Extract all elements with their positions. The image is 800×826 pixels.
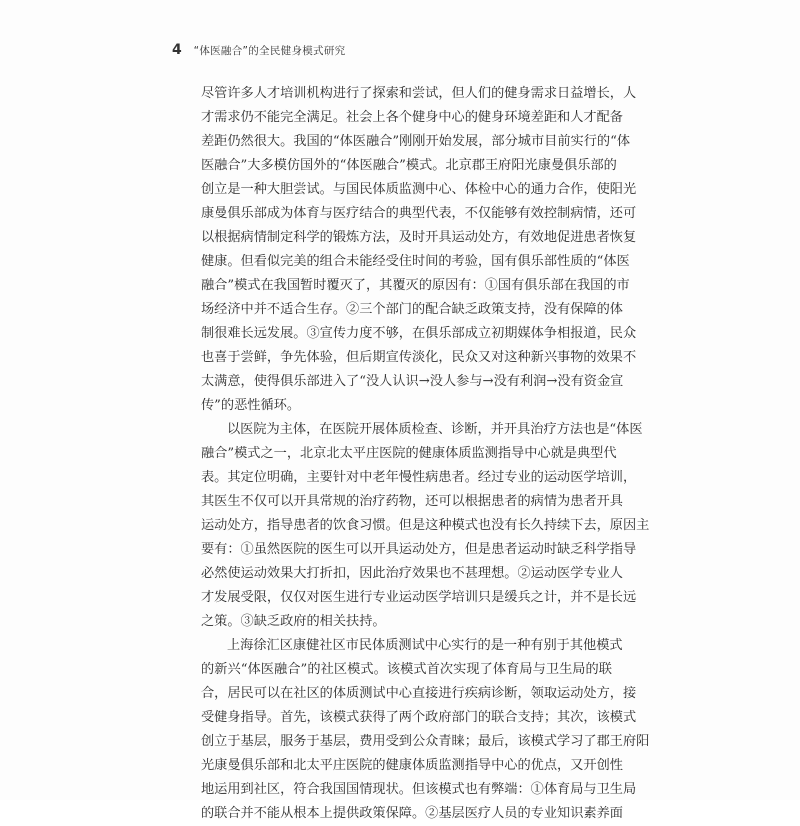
text-line: 受健身指导。首先，该模式获得了两个政府部门的联合支持；其次，该模式 [201,710,637,725]
text-line: 必然使运动效果大打折扣，因此治疗效果也不甚理想。②运动医学专业人 [201,566,623,581]
text-line: 健康。但看似完美的组合未能经受住时间的考验，国有俱乐部性质的“体医 [201,254,630,269]
text-line: 太满意，使得俱乐部进入了“没人认识→没人参与→没有利润→没有资金宣 [201,374,624,389]
text-line: 才发展受限，仅仅对医生进行专业运动医学培训只是缓兵之计，并不是长远 [201,590,637,605]
text-line: 地运用到社区，符合我国国情现状。但该模式也有弊端：①体育局与卫生局 [201,782,637,797]
body-text [201,82,650,826]
text-line: 之策。③缺乏政府的相关扶持。 [201,614,386,629]
text-line: 其医生不仅可以开具常规的治疗药物，还可以根据患者的病情为患者开具 [201,494,623,509]
text-line: 制很难长远发展。③宣传力度不够，在俱乐部成立初期媒体争相报道，民众 [201,326,637,341]
text-line: 光康曼俱乐部和北太平庄医院的健康体质监测指导中心的优点，又开创性 [201,758,623,773]
text-line: 的联合并不能从根本上提供政策保障。②基层医疗人员的专业知识素养面 [201,806,623,821]
text-line: 才需求仍不能完全满足。社会上各个健身中心的健身环境差距和人才配备 [201,110,623,125]
text-line: 传”的恶性循环。 [201,398,301,413]
text-line: 以根据病情制定科学的锻炼方法，及时开具运动处方，有效地促进患者恢复 [201,230,637,245]
text-line: 场经济中并不适合生存。②三个部门的配合缺乏政策支持，没有保障的体 [201,302,623,317]
text-line: 创立于基层，服务于基层，费用受到公众青睐；最后，该模式学习了郡王府阳 [201,734,650,749]
text-line: 差距仍然很大。我国的“体医融合”刚刚开始发展，部分城市目前实行的“体 [201,134,631,149]
text-line: 要有：①虽然医院的医生可以开具运动处方，但是患者运动时缺乏科学指导 [201,542,637,557]
running-head [172,42,345,58]
text-line: 运动处方，指导患者的饮食习惯。但是这种模式也没有长久持续下去，原因主 [201,518,650,533]
text-line: 创立是一种大胆尝试。与国民体质监测中心、体检中心的通力合作，使阳光 [201,182,637,197]
text-line: 以医院为主体，在医院开展体质检查、诊断，并开具治疗方法也是“体医 [227,422,643,437]
text-line: 融合”模式在我国暂时覆灭了，其覆灭的原因有：①国有俱乐部在我国的市 [201,278,630,293]
book-title: “体医融合”的全民健身模式研究 [193,45,346,57]
text-line: 合，居民可以在社区的体质测试中心直接进行疾病诊断，领取运动处方，接 [201,686,637,701]
text-line: 的新兴“体医融合”的社区模式。该模式首次实现了体育局与卫生局的联 [201,662,612,677]
text-line: 也喜于尝鲜，争先体验，但后期宣传淡化，民众又对这种新兴事物的效果不 [201,350,637,365]
text-line: 表。其定位明确，主要针对中老年慢性病患者。经过专业的运动医学培训， [201,470,637,485]
text-line: 上海徐汇区康健社区市民体质测试中心实行的是一种有别于其他模式 [227,638,623,653]
text-line: 医融合”大多模仿国外的“体医融合”模式。北京郡王府阳光康曼俱乐部的 [201,158,617,173]
text-line: 尽管许多人才培训机构进行了探索和尝试，但人们的健身需求日益增长，人 [201,86,637,101]
text-line: 康曼俱乐部成为体育与医疗结合的典型代表，不仅能够有效控制病情，还可 [201,206,637,221]
page-number: 4 [172,42,182,58]
text-line: 融合”模式之一，北京北太平庄医院的健康体质监测指导中心就是典型代 [201,446,617,461]
